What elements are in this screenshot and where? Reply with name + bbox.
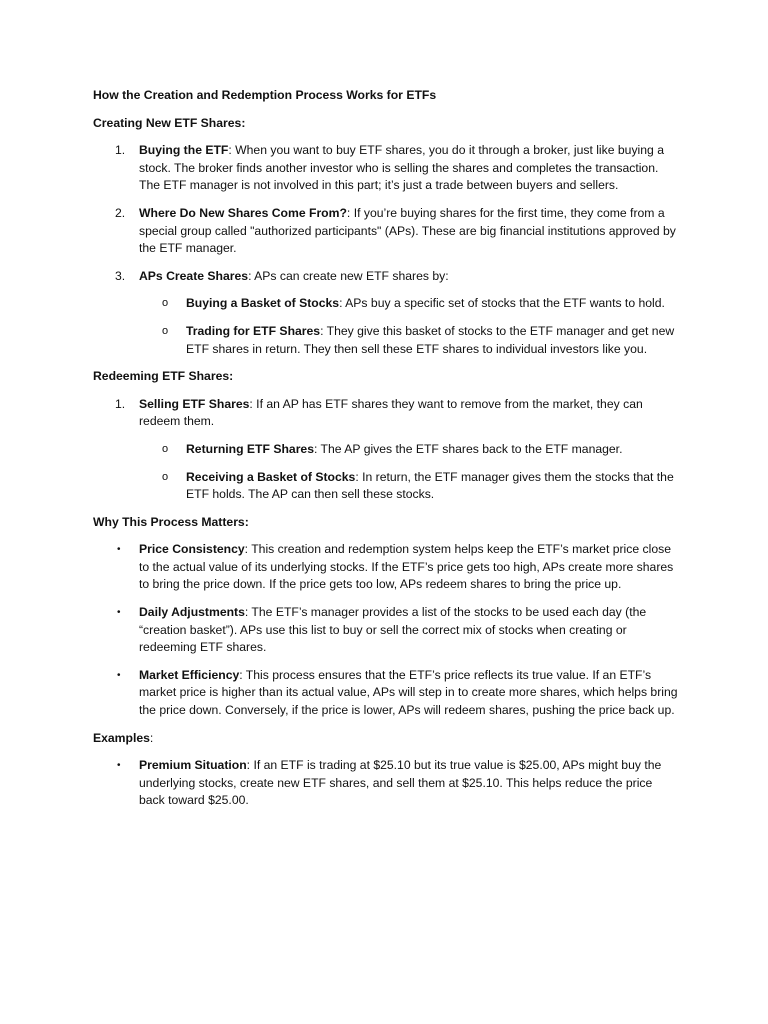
item-label: Buying the ETF	[139, 143, 229, 158]
subitem-text: : In return, the ETF manager gives them the stocks that the ETF holds. The AP can then sell these stocks.	[186, 469, 674, 502]
item-text: : If an AP has ETF shares they want to remove from the market, they can redeem them.	[139, 396, 643, 429]
document-page	[93, 87, 679, 820]
document-title: How the Creation and Redemption Process Works for ETFs	[93, 88, 437, 102]
sub-bullet: o	[162, 470, 169, 483]
sub-bullet: o	[162, 297, 169, 310]
list-item	[93, 667, 679, 720]
list-item	[93, 205, 679, 258]
item-label: Market Efficiency	[139, 667, 240, 682]
list-item	[93, 757, 679, 810]
subitem-text: : APs buy a specific set of stocks that the ETF wants to hold.	[339, 296, 665, 311]
section-heading-redeeming: Redeeming ETF Shares:	[93, 369, 234, 384]
sub-list-item	[93, 295, 679, 313]
examples-heading-colon: :	[149, 730, 154, 745]
sub-bullet: o	[162, 324, 169, 337]
bullet: •	[117, 669, 121, 681]
sub-list-item	[93, 323, 679, 358]
list-item	[93, 396, 679, 431]
section-heading-why: Why This Process Matters:	[93, 514, 249, 529]
subitem-text: : The AP gives the ETF shares back to the ETF manager.	[314, 441, 623, 456]
list-item	[93, 541, 679, 594]
item-text: : APs can create new ETF shares by:	[248, 268, 449, 283]
subitem-label: Buying a Basket of Stocks	[186, 296, 340, 311]
section-heading-creating: Creating New ETF Shares:	[93, 115, 246, 130]
creating-list	[93, 142, 679, 285]
item-label: Premium Situation	[139, 758, 247, 773]
list-number: 3.	[115, 268, 126, 283]
subitem-label: Returning ETF Shares	[186, 441, 314, 456]
subitem-text: : They give this basket of stocks to the ETF manager and get new ETF shares in return. They then sell these ETF shares to individual investors like you.	[186, 323, 675, 356]
subitem-label: Trading for ETF Shares	[186, 323, 321, 338]
list-item	[93, 142, 679, 195]
sub-list-item	[93, 469, 679, 504]
list-number: 1.	[115, 143, 126, 158]
subitem-label: Receiving a Basket of Stocks	[186, 469, 356, 484]
item-text: : When you want to buy ETF shares, you do it through a broker, just like buying a stock. The broker finds another investor who is selling the shares and completes the transaction. The ETF manager is not involved in this part; it’s just a trade between buyers and sellers.	[139, 143, 664, 193]
examples-heading-label: Examples	[93, 730, 150, 745]
item-text: : If an ETF is trading at $25.10 but its true value is $25.00, APs might buy the underlying stocks, create new ETF shares, and sell them at $25.10. This helps reduce the price back toward $25.00.	[139, 758, 662, 808]
list-item	[93, 604, 679, 657]
bullet: •	[117, 544, 121, 556]
item-text: : This process ensures that the ETF’s price reflects its true value. If an ETF’s market price is higher than its actual value, APs will step in to create more shares, which helps bring the price down. Conversely, if the price is lower, APs will redeem shares, pushing the price back up.	[139, 667, 678, 718]
list-number: 1.	[115, 396, 126, 411]
creating-sublist	[93, 295, 679, 358]
bullet: •	[117, 607, 121, 619]
item-label: Daily Adjustments	[139, 605, 245, 620]
sub-bullet: o	[162, 442, 169, 455]
item-text: : This creation and redemption system helps keep the ETF’s market price close to the actual value of its underlying stocks. If the ETF’s price gets too high, APs create more shares to bring the price down. If the price gets too low, APs redeem shares to bring the price up.	[139, 542, 674, 592]
item-text: : The ETF’s manager provides a list of the stocks to be used each day (the “creation basket”). APs use this list to buy or sell the correct mix of stocks when creating or redeeming ETF shares.	[139, 605, 647, 655]
item-label: APs Create Shares	[139, 268, 249, 283]
bullet: •	[117, 760, 121, 772]
why-list	[93, 541, 679, 719]
list-item	[93, 268, 679, 286]
examples-list	[93, 757, 679, 810]
sub-list-item	[93, 441, 679, 459]
list-number: 2.	[115, 205, 126, 220]
redeeming-list	[93, 396, 679, 431]
item-text: : If you’re buying shares for the first time, they come from a special group called "authorized participants" (APs). These are big financial institutions approved by the ETF manager.	[139, 205, 676, 256]
item-label: Where Do New Shares Come From?	[139, 205, 347, 220]
item-label: Price Consistency	[139, 542, 245, 557]
redeeming-sublist	[93, 441, 679, 504]
item-label: Selling ETF Shares	[139, 396, 250, 411]
section-heading-examples	[93, 730, 679, 748]
